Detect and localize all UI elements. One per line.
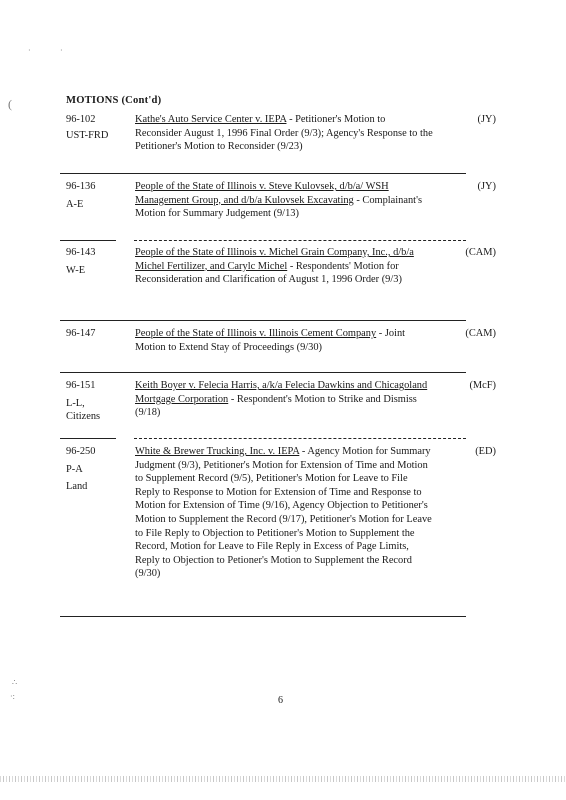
- case-number-line: W-E: [66, 264, 86, 276]
- case-description: [135, 113, 433, 154]
- case-name: People of the State of Illinois v. Michel Grain Company, Inc., d/b/a Michel Fertilizer, and Carylc Michel: [135, 247, 414, 272]
- case-description: [135, 246, 433, 287]
- motion-text: - Petitioner's Motion to Reconsider August 1, 1996 Final Order (9/3); Agency's Response to the Petitioner's Motion to Reconsider (9/23): [135, 114, 433, 153]
- case-number-line: Land: [66, 481, 88, 493]
- judge-initials: (ED): [475, 446, 496, 457]
- case-number: [66, 379, 130, 424]
- case-number-line: 96-136: [66, 181, 96, 192]
- page-number: 6: [278, 695, 283, 706]
- case-description: [135, 379, 433, 420]
- judge-initials: (McF): [469, 380, 496, 391]
- case-number-line: 96-102: [66, 114, 96, 125]
- case-number-line: 96-147: [66, 328, 96, 339]
- scan-speck: ∴: [12, 678, 18, 687]
- motion-text: - Complainant's Motion for Summary Judgement (9/13): [135, 194, 422, 220]
- judge-initials: (CAM): [465, 328, 496, 339]
- divider: [60, 372, 466, 373]
- divider: [134, 240, 466, 241]
- case-number: [66, 327, 130, 341]
- judge-initials: (CAM): [465, 247, 496, 258]
- case-name: Kathe's Auto Service Center v. IEPA: [135, 114, 287, 125]
- motion-text: - Respondent's Motion to Strike and Dismiss (9/18): [135, 393, 417, 419]
- case-name: People of the State of Illinois v. Illinois Cement Company: [135, 328, 377, 339]
- case-number: [66, 180, 130, 211]
- case-description: [135, 445, 433, 581]
- scan-noise-strip: [0, 776, 566, 782]
- scan-speck: ·:: [10, 692, 15, 701]
- case-number-line: 96-143: [66, 247, 96, 258]
- divider: [60, 616, 466, 617]
- divider: [60, 438, 116, 439]
- case-description: [135, 180, 433, 221]
- case-number-line: 96-151: [66, 380, 96, 391]
- judge-initials: (JY): [477, 114, 496, 125]
- case-name: People of the State of Illinois v. Steve Kulovsek, d/b/a/ WSH Management Group, and d/b/a Kulovsek Excavating: [135, 181, 389, 206]
- divider: [60, 320, 466, 321]
- case-number-line: UST-FRD: [66, 129, 109, 141]
- judge-initials: (JY): [477, 181, 496, 192]
- case-name: Keith Boyer v. Felecia Harris, a/k/a Felecia Dawkins and Chicagoland Mortgage Corporation: [135, 380, 428, 405]
- case-number: [66, 113, 130, 142]
- section-heading: MOTIONS (Cont'd): [66, 95, 162, 106]
- case-description: [135, 327, 433, 354]
- divider: [60, 240, 116, 241]
- case-number-line: P-A: [66, 463, 83, 475]
- case-number-line: A-E: [66, 198, 84, 210]
- case-number-line: 96-250: [66, 446, 96, 457]
- case-number-line: Citizens: [66, 411, 101, 423]
- case-number: [66, 246, 130, 277]
- divider: [134, 438, 466, 439]
- scan-speck: ·: [60, 46, 63, 55]
- divider: [60, 173, 466, 174]
- case-name: White & Brewer Trucking, Inc. v. IEPA: [135, 446, 300, 457]
- case-number-line: L-L,: [66, 397, 85, 409]
- motion-text: - Respondents' Motion for Reconsideration and Clarification of August 1, 1996 Order (9/3): [135, 260, 402, 286]
- scan-speck: (: [8, 97, 12, 111]
- motion-text: - Agency Motion for Summary Judgment (9/3), Petitioner's Motion for Extension of Time and Motion to Supplement Record (9/5), Petitioner's Motion for Leave to File Reply to Response to Motion for Extension of Time and Response to Motion for Extension of Time (9/16), Agency Objection to Petitioner's Motion to Supplement the Record (9/17), Petitioner's Motion for Leave to File Reply to Objection to Petitioner's Motion to Supplement the Record, Motion for Leave to File Reply in Excess of Page Limits, Reply to Objection to Petioner's Motion to Supplement the Record (9/30): [135, 446, 432, 580]
- motion-text: - Joint Motion to Extend Stay of Proceedings (9/30): [135, 328, 406, 353]
- case-number: [66, 445, 130, 494]
- scan-speck: ·: [28, 46, 31, 55]
